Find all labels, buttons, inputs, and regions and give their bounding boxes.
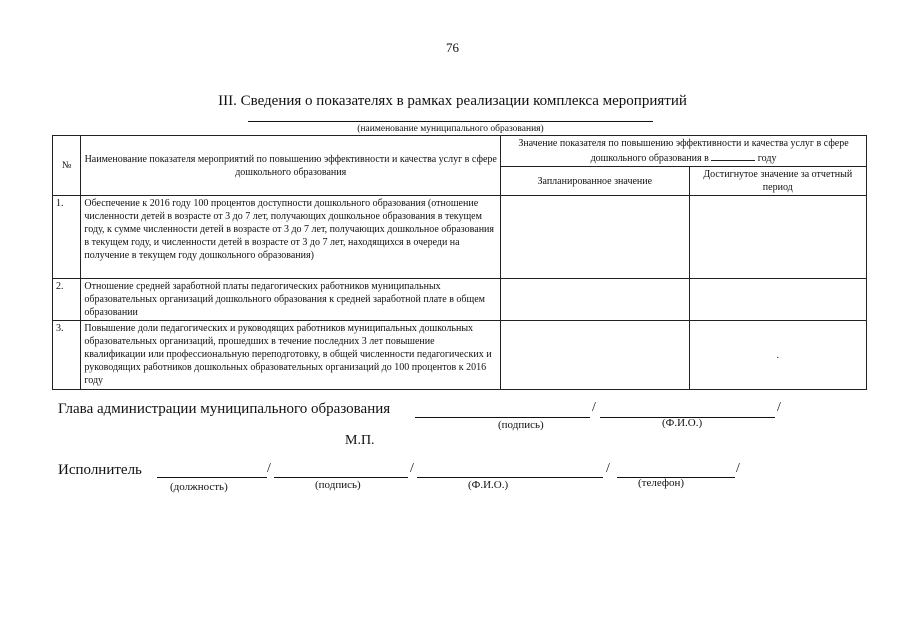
table-row: [53, 196, 867, 279]
row-name: Отношение средней заработной платы педагогических работников муниципальных образовательных организаций дошкольного образования к средней заработной плате в общем образовании: [81, 279, 501, 321]
row-planned: [501, 196, 690, 279]
executor-name-caption: (Ф.И.О.): [468, 479, 509, 491]
executor-separator-1: /: [267, 461, 271, 476]
header-name: Наименование показателя мероприятий по повышению эффективности и качества услуг в сфере дошкольного образования: [81, 136, 501, 196]
executor-separator-3: /: [606, 461, 610, 476]
head-signature-line: [415, 417, 590, 418]
executor-position-line: [157, 477, 267, 478]
header-value-group: [501, 136, 867, 167]
head-signature-caption: (подпись): [498, 419, 544, 431]
row-number: 2.: [53, 279, 81, 321]
executor-signature-line: [274, 477, 408, 478]
municipality-caption: (наименование муниципального образования): [357, 124, 544, 134]
executor-name-line: [417, 477, 603, 478]
executor-label: Исполнитель: [58, 462, 142, 478]
table-row: [53, 321, 867, 390]
row-planned: [501, 279, 690, 321]
executor-separator-2: /: [410, 461, 414, 476]
header-planned: Запланированное значение: [501, 167, 690, 196]
row-number: 3.: [53, 321, 81, 390]
head-separator-2: /: [777, 400, 781, 415]
header-achieved: Достигнутое значение за отчетный период: [689, 167, 866, 196]
header-value-suffix: году: [757, 153, 777, 164]
table-row: [53, 279, 867, 321]
section-title: III. Сведения о показателях в рамках реализации комплекса мероприятий: [218, 93, 687, 109]
row-achieved: .: [689, 321, 866, 390]
head-separator-1: /: [592, 400, 596, 415]
indicators-table: [52, 135, 867, 390]
header-num: №: [53, 136, 81, 196]
executor-phone-caption: (телефон): [638, 477, 685, 489]
row-planned: [501, 321, 690, 390]
row-number: 1.: [53, 196, 81, 279]
row-name: Обеспечение к 2016 году 100 процентов доступности дошкольного образования (отношение численности детей в возрасте от 3 до 7 лет, получающих дошкольное образования в текущем году, к сумме численности детей в возрасте от 3 до 7 лет, получающих дошкольное образования в текущем году, и численности детей в возрасте от 3 до 7 лет, находящихся в очереди на получение в текущем году дошкольного образования): [81, 196, 501, 279]
executor-signature-caption: (подпись): [315, 479, 361, 491]
page-number: 76: [446, 40, 459, 55]
row-achieved: [689, 279, 866, 321]
year-blank: [711, 150, 755, 161]
stamp-mark: М.П.: [345, 433, 375, 448]
executor-position-caption: (должность): [170, 481, 228, 493]
head-signature-label: Глава администрации муниципального образования: [58, 401, 391, 417]
municipality-line: [248, 121, 653, 122]
table-header-row: [53, 136, 867, 167]
row-name: Повышение доли педагогических и руководящих работников муниципальных дошкольных образовательных организаций, прошедших в течение последних 3 лет повышение квалификации или профессиональную переподготовку, в общей численности педагогических и руководящих работников дошкольных образовательных организаций до 100 процентов к 2016 году: [81, 321, 501, 390]
head-name-caption: (Ф.И.О.): [662, 417, 703, 429]
executor-separator-4: /: [736, 461, 740, 476]
header-value-prefix: Значение показателя по повышению эффективности и качества услуг в сфере дошкольного образования в: [518, 138, 849, 164]
row-achieved: [689, 196, 866, 279]
